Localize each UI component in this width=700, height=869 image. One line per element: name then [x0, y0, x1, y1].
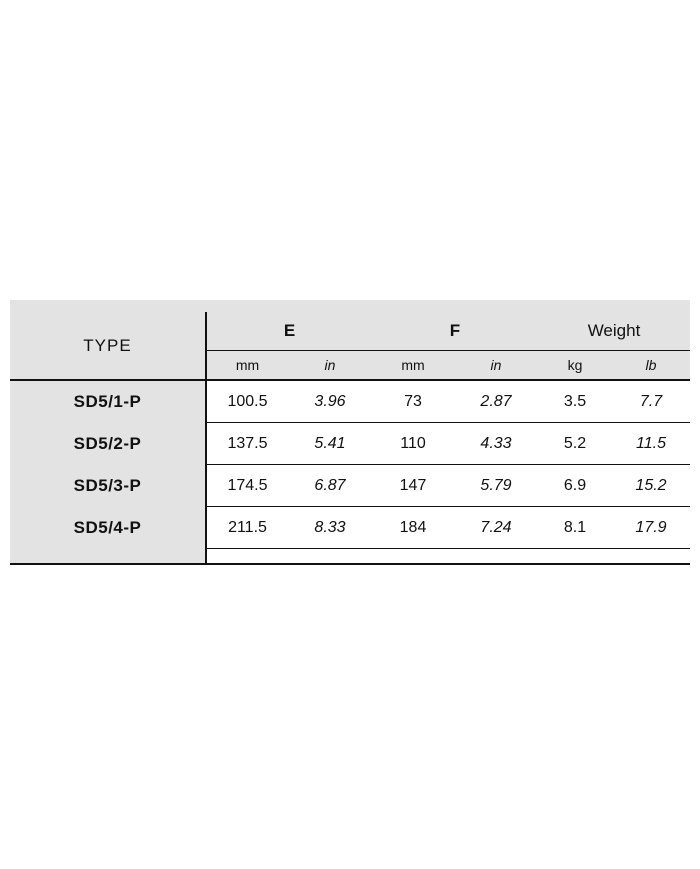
cell-f-mm: 184 [372, 507, 454, 549]
table-row [10, 423, 690, 465]
cell-e-in: 3.96 [288, 380, 372, 423]
table-row [10, 380, 690, 423]
cell-weight-kg: 6.9 [538, 465, 612, 507]
cell-weight-kg: 5.2 [538, 423, 612, 465]
cell-f-in: 4.33 [454, 423, 538, 465]
cell-weight-lb: 7.7 [612, 380, 690, 423]
column-header-type: TYPE [10, 312, 206, 380]
cell-weight-lb: 17.9 [612, 507, 690, 549]
unit-header-e-mm: mm [206, 351, 288, 381]
unit-header-weight-kg: kg [538, 351, 612, 381]
cell-weight-lb: 15.2 [612, 465, 690, 507]
cell-e-in: 6.87 [288, 465, 372, 507]
column-group-header-f: F [372, 312, 538, 351]
cell-e-in: 5.41 [288, 423, 372, 465]
table-group-header-row [10, 312, 690, 351]
cell-f-mm: 147 [372, 465, 454, 507]
cell-f-mm: 73 [372, 380, 454, 423]
spacer-cell [10, 300, 690, 312]
column-group-header-weight: Weight [538, 312, 690, 351]
row-type-label: SD5/1-P [10, 380, 206, 423]
cell-weight-lb: 11.5 [612, 423, 690, 465]
unit-header-weight-lb: lb [612, 351, 690, 381]
cell-e-mm: 100.5 [206, 380, 288, 423]
cell-e-in: 8.33 [288, 507, 372, 549]
spacer-cell-data [206, 549, 690, 565]
cell-f-in: 7.24 [454, 507, 538, 549]
row-type-label: SD5/4-P [10, 507, 206, 549]
table-spacer-row-bottom [10, 549, 690, 565]
table-row [10, 507, 690, 549]
row-type-label: SD5/2-P [10, 423, 206, 465]
column-group-header-e: E [206, 312, 372, 351]
cell-f-in: 2.87 [454, 380, 538, 423]
cell-e-mm: 174.5 [206, 465, 288, 507]
unit-header-f-mm: mm [372, 351, 454, 381]
cell-e-mm: 137.5 [206, 423, 288, 465]
spacer-cell-type [10, 549, 206, 565]
unit-header-f-in: in [454, 351, 538, 381]
cell-weight-kg: 8.1 [538, 507, 612, 549]
row-type-label: SD5/3-P [10, 465, 206, 507]
table-row [10, 465, 690, 507]
table-spacer-row-top [10, 300, 690, 312]
cell-f-in: 5.79 [454, 465, 538, 507]
specification-table [10, 300, 690, 565]
unit-header-e-in: in [288, 351, 372, 381]
specification-table-container [10, 300, 690, 565]
cell-e-mm: 211.5 [206, 507, 288, 549]
cell-f-mm: 110 [372, 423, 454, 465]
cell-weight-kg: 3.5 [538, 380, 612, 423]
